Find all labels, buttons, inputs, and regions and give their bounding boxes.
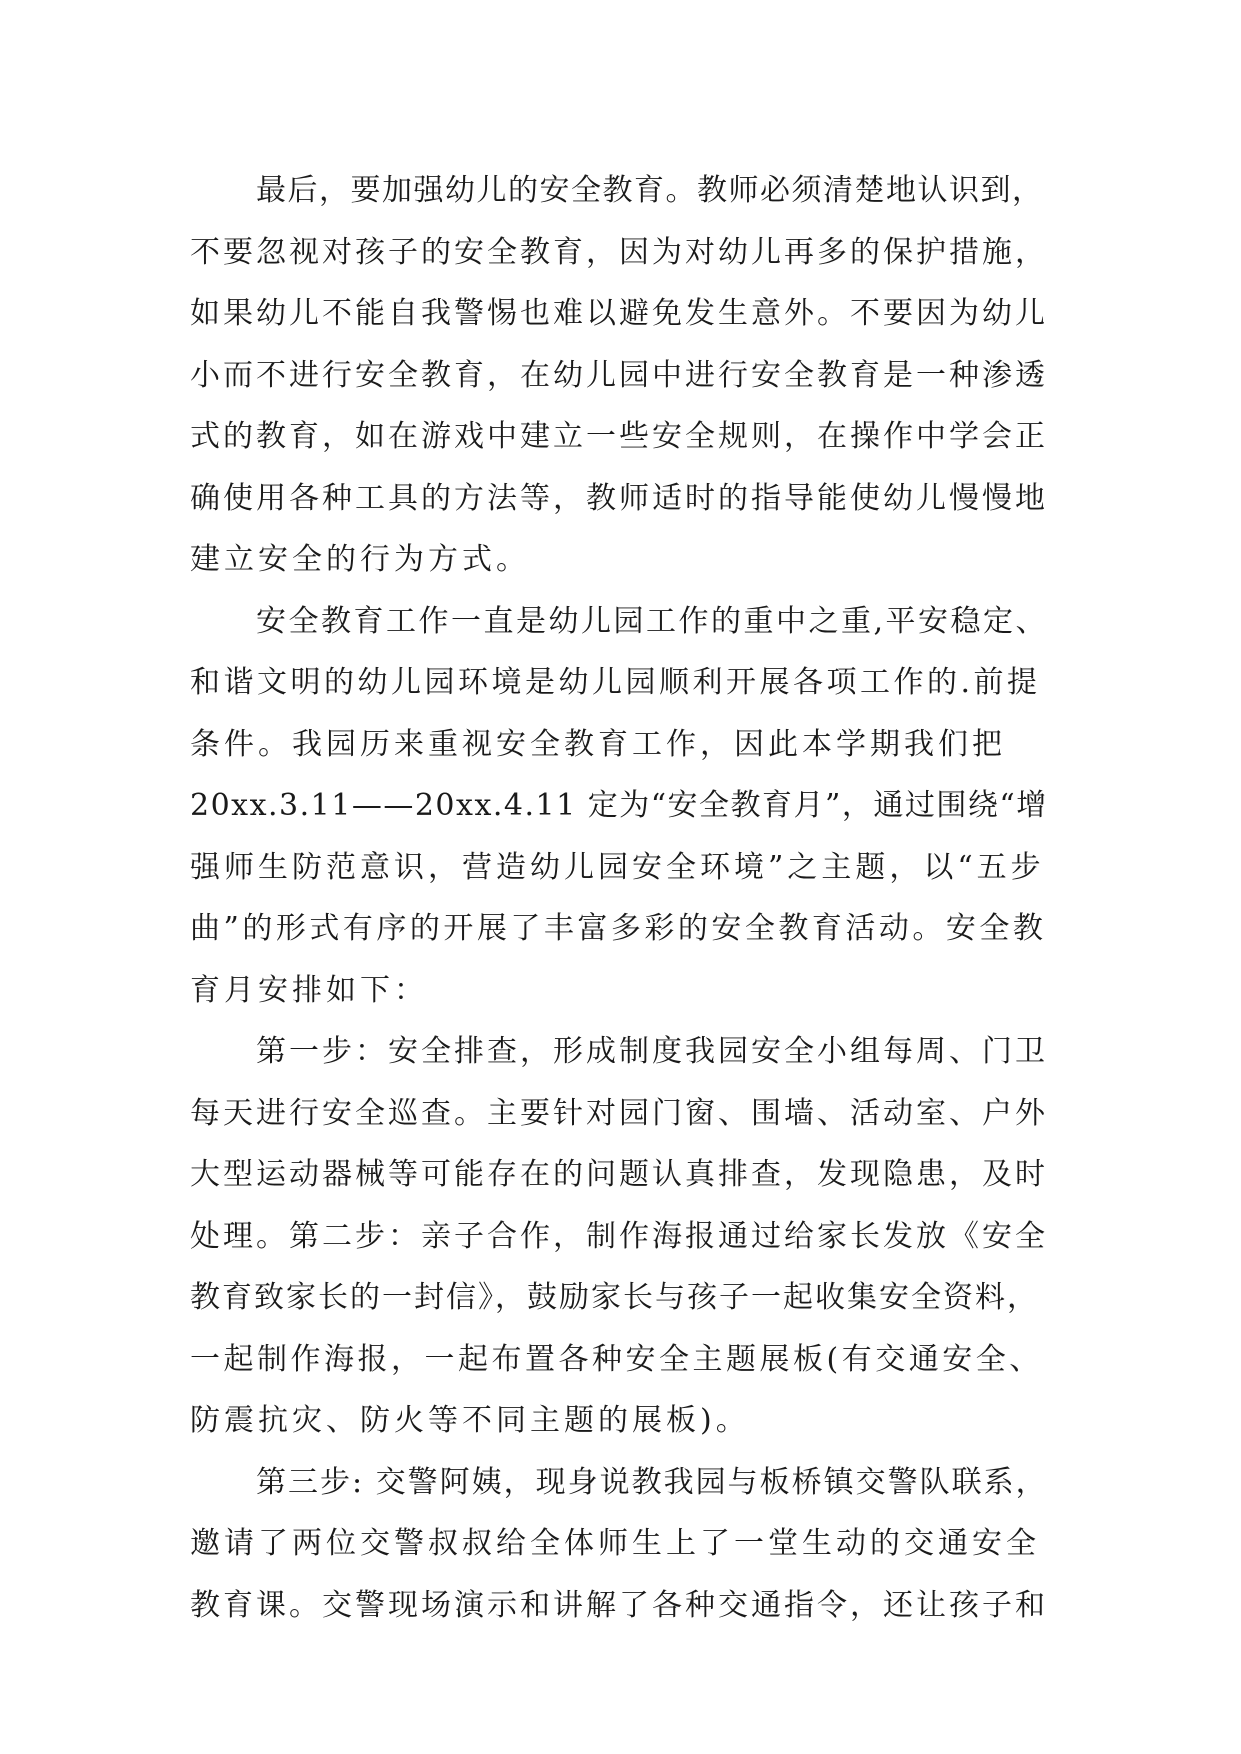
text-line: 确使用各种工具的方法等，教师适时的指导能使幼儿慢慢地 <box>190 480 1048 516</box>
paragraph <box>190 1021 1050 1452</box>
paragraph <box>190 591 1050 1022</box>
text-line: 建立安全的行为方式。 <box>190 542 530 577</box>
text-line: 大型运动器械等可能存在的问题认真排查，发现隐患，及时 <box>190 1157 1048 1192</box>
text-line: 防震抗灾、防火等不同主题的展板)。 <box>190 1403 750 1438</box>
text-line: 20xx.3.11——20xx.4.11 定为“安全教育月”，通过围绕“增 <box>190 788 1048 823</box>
text-line: 处理。第二步：亲子合作，制作海报通过给家长发放《安全 <box>190 1218 1048 1254</box>
paragraph <box>190 160 1050 591</box>
text-line: 第三步: 交警阿姨，现身说教我园与板桥镇交警队联系， <box>256 1464 1048 1500</box>
text-line: 第一步：安全排查，形成制度我园安全小组每周、门卫 <box>256 1034 1048 1069</box>
text-line: 条件。我园历来重视安全教育工作，因此本学期我们把 <box>190 726 1006 762</box>
paragraph <box>190 1452 1050 1637</box>
text-line: 不要忽视对孩子的安全教育，因为对幼儿再多的保护措施， <box>190 234 1048 270</box>
text-line: 式的教育，如在游戏中建立一些安全规则，在操作中学会正 <box>190 419 1048 454</box>
text-line: 曲”的形式有序的开展了丰富多彩的安全教育活动。安全教 <box>190 911 1047 946</box>
text-line: 育月安排如下： <box>190 972 428 1008</box>
text-line: 每天进行安全巡查。主要针对园门窗、围墙、活动室、户外 <box>190 1095 1048 1131</box>
text-line: 强师生防范意识，营造幼儿园安全环境”之主题，以“五步 <box>190 849 1045 885</box>
text-line: 和谐文明的幼儿园环境是幼儿园顺利开展各项工作的.前提 <box>190 665 1041 700</box>
text-line: 如果幼儿不能自我警惕也难以避免发生意外。不要因为幼儿 <box>190 296 1048 331</box>
text-line: 教育致家长的一封信》，鼓励家长与孩子一起收集安全资料， <box>190 1280 1039 1315</box>
text-line: 小而不进行安全教育，在幼儿园中进行安全教育是一种渗透 <box>190 357 1048 393</box>
body-text <box>190 160 1050 1636</box>
text-line: 安全教育工作一直是幼儿园工作的重中之重,平安稳定、 <box>256 603 1049 639</box>
text-line: 一起制作海报，一起布置各种安全主题展板(有交通安全、 <box>190 1341 1043 1377</box>
text-line: 最后，要加强幼儿的安全教育。教师必须清楚地认识到， <box>256 173 1044 208</box>
text-line: 教育课。交警现场演示和讲解了各种交通指令，还让孩子和 <box>190 1587 1048 1623</box>
text-line: 邀请了两位交警叔叔给全体师生上了一堂生动的交通安全 <box>190 1526 1040 1561</box>
